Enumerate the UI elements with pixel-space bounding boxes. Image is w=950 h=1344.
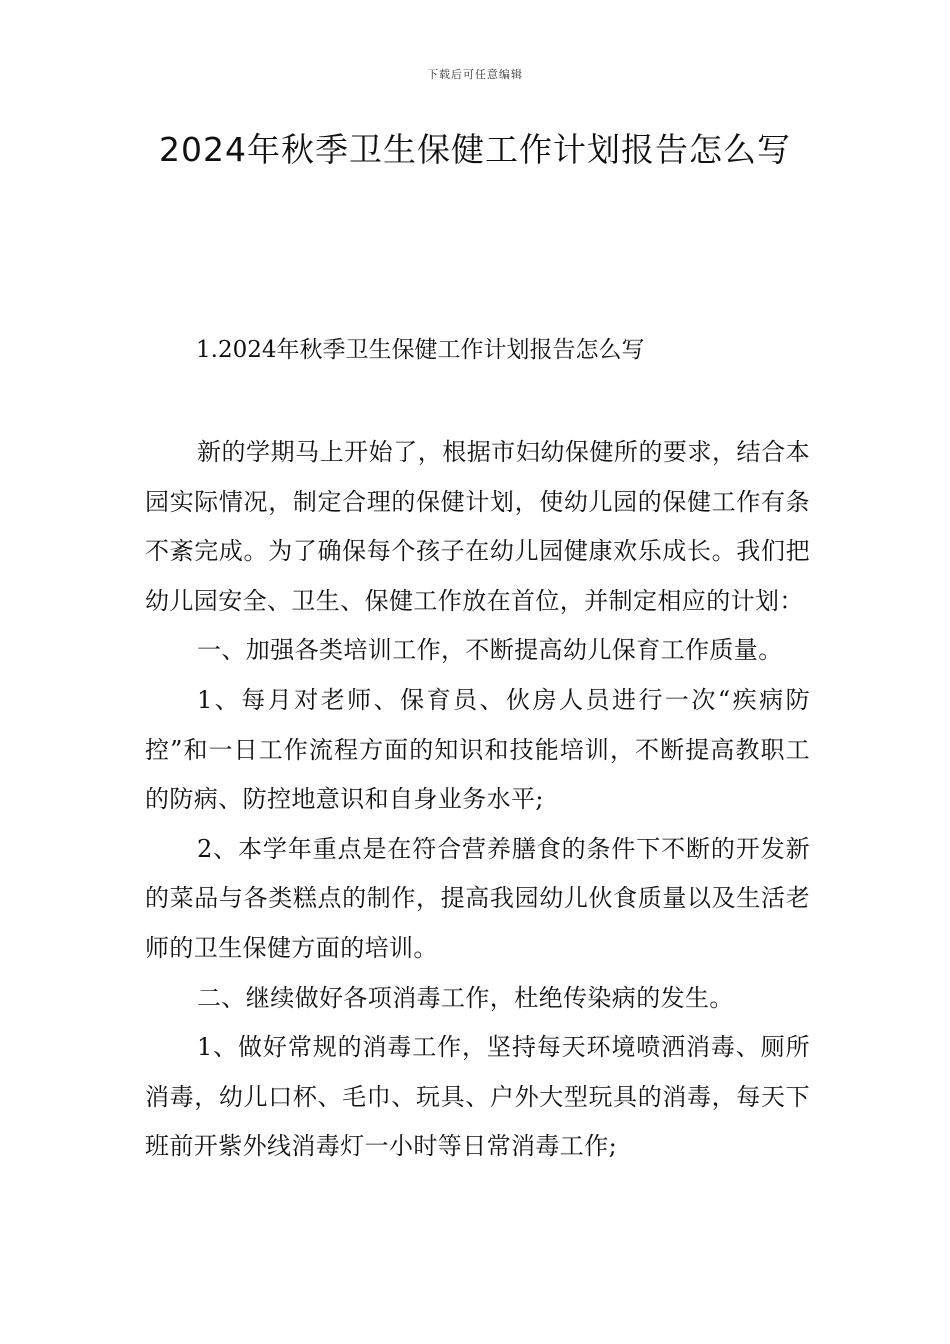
- document-title: 2024年秋季卫生保健工作计划报告怎么写: [159, 130, 791, 169]
- paragraph-intro: 新的学期马上开始了，根据市妇幼保健所的要求，结合本园实际情况，制定合理的保健计划，使幼儿园的保健工作有条不紊完成。为了确保每个孩子在幼儿园健康欢乐成长。我们把幼儿园安全、卫生、保健工作放在首位，并制定相应的计划：: [145, 438, 810, 615]
- paragraph-training-item-1: 1、每月对老师、保育员、伙房人员进行一次“疾病防控”和一日工作流程方面的知识和技能培训，不断提高教职工的防病、防控地意识和自身业务水平;: [145, 685, 810, 814]
- paragraph-heading-disinfection: 二、继续做好各项消毒工作，杜绝传染病的发生。: [197, 983, 734, 1012]
- body-text: [145, 428, 810, 1172]
- paragraph-disinfection-item-1: 1、做好常规的消毒工作，坚持每天环境喷洒消毒、厕所消毒，幼儿口杯、毛巾、玩具、户外大型玩具的消毒，每天下班前开紫外线消毒灯一小时等日常消毒工作;: [145, 1033, 810, 1161]
- paragraph-heading-training: 一、加强各类培训工作，不断提高幼儿保育工作质量。: [197, 636, 783, 665]
- header-note: 下载后可任意编辑: [427, 68, 523, 81]
- section-heading: 1.2024年秋季卫生保健工作计划报告怎么写: [196, 337, 645, 363]
- paragraph-training-item-2: 2、本学年重点是在符合营养膳食的条件下不断的开发新的菜品与各类糕点的制作，提高我园幼儿伙食质量以及生活老师的卫生保健方面的培训。: [145, 834, 810, 962]
